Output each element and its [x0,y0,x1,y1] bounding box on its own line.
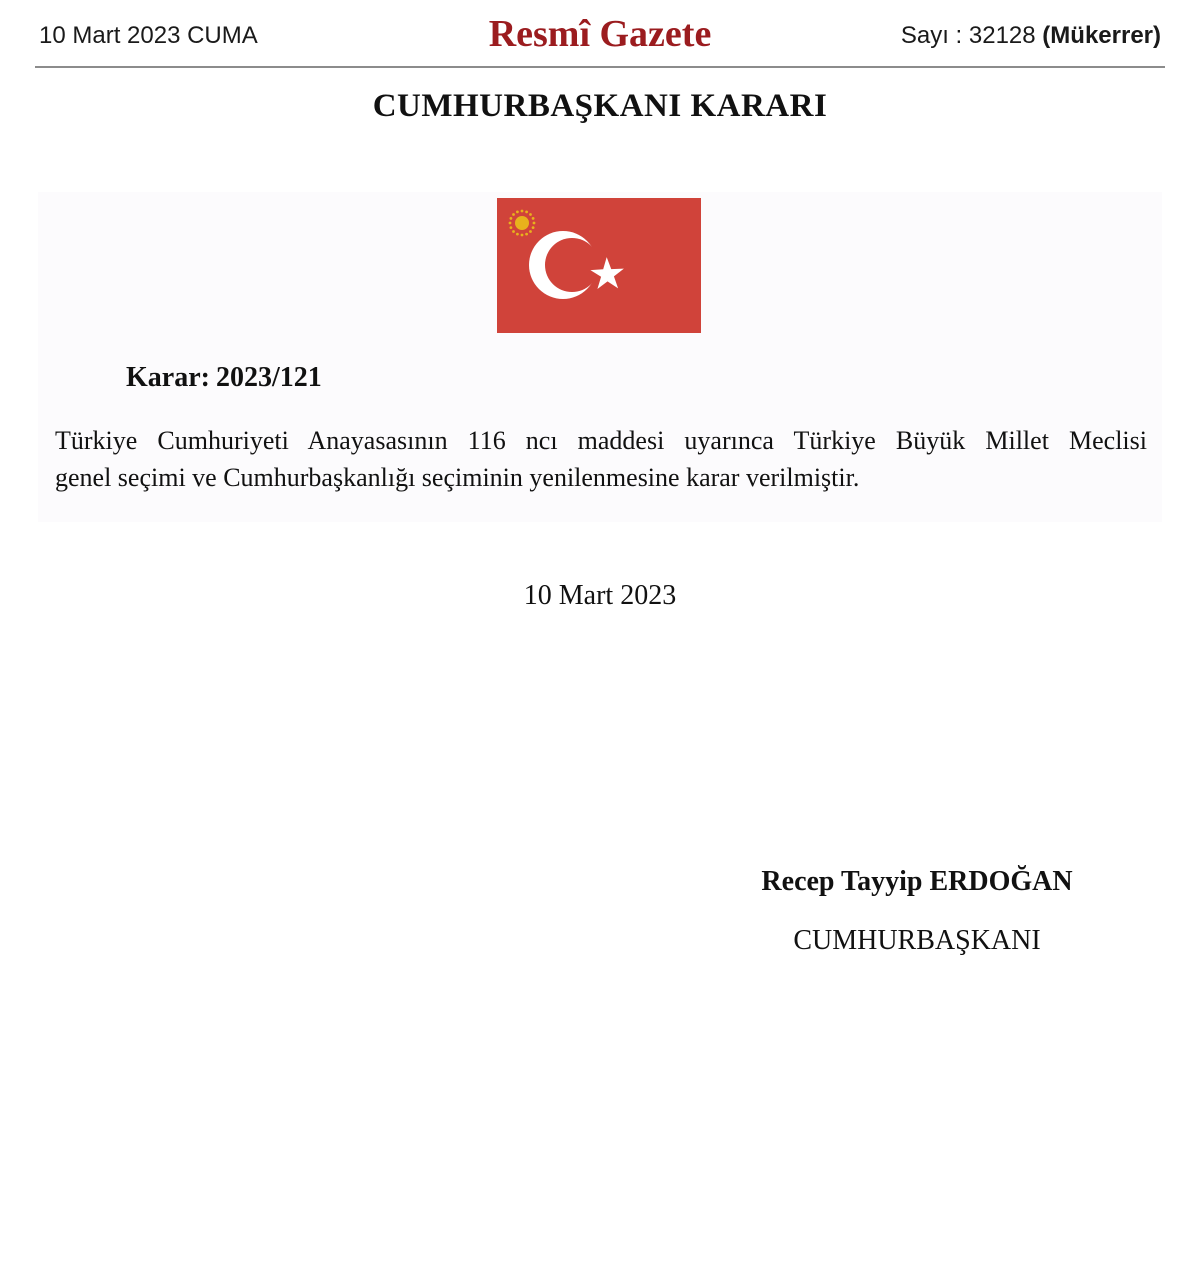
gazette-header [35,0,1165,68]
decision-value: 2023/121 [215,362,322,393]
issue-label: Sayı : 32128 [900,22,1036,49]
header-date: 10 Mart 2023 CUMA [39,22,258,49]
flag-field [497,198,701,333]
decision-label: Karar: [126,362,210,393]
signatory-title: CUMHURBAŞKANI [793,925,1041,956]
sun-ray-star [525,233,528,236]
sun-ray-star [521,234,524,237]
issue-number [901,22,1161,50]
sun-ray-star [516,211,519,214]
sun-ray-star [516,233,519,236]
document-title: CUMHURBAŞKANI KARARI [372,88,828,124]
sun-ray-star [510,217,513,220]
sun-ray-star [512,230,515,233]
sun-ray-star [512,213,515,216]
crescent-inner [545,238,599,292]
body-line-1: Türkiye Cumhuriyeti Anayasasının 116 ncı maddesi uyarınca Türkiye Büyük Millet Meclisi [55,426,1147,455]
decision-body [55,422,1147,496]
decision-number [126,362,322,394]
body-line-2: genel seçimi ve Cumhurbaşkanlığı seçiminin yenilenmesine karar verilmiştir. [55,463,860,492]
sun-ray-star [510,226,513,229]
sun-ray-star [509,222,512,225]
sun-ray-star [529,230,532,233]
sun-ray-star [525,211,528,214]
sun-ray-star [532,226,535,229]
gazette-title: Resmî Gazete [488,13,712,55]
decision-date: 10 Mart 2023 [523,580,677,611]
sun-ray-star [532,217,535,220]
presidential-flag-icon [497,198,701,333]
sun-ray-star [533,222,536,225]
issue-suffix: (Mükerrer) [1042,22,1161,49]
sun-ray-star [529,213,532,216]
signatory-name: Recep Tayyip ERDOĞAN [761,866,1073,897]
sun-ray-star [521,210,524,213]
